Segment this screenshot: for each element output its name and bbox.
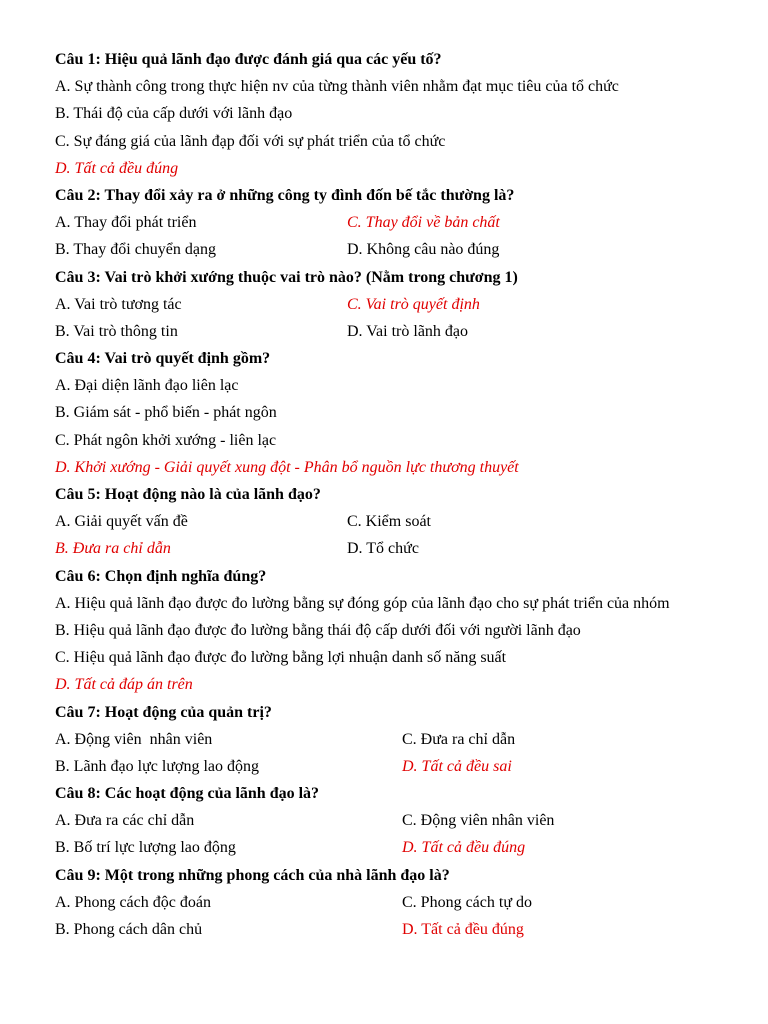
q8-option-a: A. Đưa ra các chỉ dẫn bbox=[55, 812, 195, 830]
q5-row-1 bbox=[0, 508, 768, 535]
q9-option-d-answer: D. Tất cả đều đúng bbox=[402, 921, 524, 938]
q7-option-c: C. Đưa ra chỉ dẫn bbox=[402, 730, 516, 748]
q1-option-d-answer: D. Tất cả đều đúng bbox=[55, 159, 179, 177]
q4-option-a: A. Đại diện lãnh đạo liên lạc bbox=[55, 377, 239, 395]
q7-row-1 bbox=[0, 726, 768, 753]
question-4: Câu 4: Vai trò quyết định gồm? bbox=[55, 350, 271, 368]
q6-option-b: B. Hiệu quả lãnh đạo được đo lường bằng thái độ cấp dưới đối với người lãnh đạo bbox=[55, 621, 581, 639]
question-5: Câu 5: Hoạt động nào là của lãnh đạo? bbox=[55, 486, 321, 503]
question-7: Câu 7: Hoạt động của quản trị? bbox=[55, 703, 272, 721]
q5-option-b-answer: B. Đưa ra chỉ dẫn bbox=[55, 540, 171, 558]
q7-option-b: B. Lãnh đạo lực lượng lao động bbox=[55, 757, 259, 775]
q8-row-2 bbox=[0, 834, 768, 861]
q8-option-d-answer: D. Tất cả đều đúng bbox=[402, 839, 526, 857]
q1-option-b: B. Thái độ của cấp dưới với lãnh đạo bbox=[55, 105, 293, 123]
question-9: Câu 9: Một trong những phong cách của nhà lãnh đạo là? bbox=[55, 866, 450, 884]
q3-option-c-answer: C. Vai trò quyết định bbox=[347, 295, 480, 313]
question-8: Câu 8: Các hoạt động của lãnh đạo là? bbox=[55, 785, 320, 803]
q6-option-c: C. Hiệu quả lãnh đạo được đo lường bằng lợi nhuận danh số năng suất bbox=[55, 649, 507, 667]
question-6: Câu 6: Chọn định nghĩa đúng? bbox=[55, 567, 267, 585]
q2-row-1 bbox=[0, 209, 768, 236]
q3-row-1 bbox=[0, 291, 768, 318]
q7-option-d-answer: D. Tất cả đều sai bbox=[402, 757, 512, 775]
q5-option-a: A. Giải quyết vấn đề bbox=[55, 513, 188, 531]
q4-option-c: C. Phát ngôn khởi xướng - liên lạc bbox=[55, 431, 277, 449]
question-2: Câu 2: Thay đổi xảy ra ở những công ty đình đốn bế tắc thường là? bbox=[55, 186, 515, 204]
q7-option-a: A. Động viên nhân viên bbox=[55, 730, 213, 748]
q5-row-2 bbox=[0, 535, 768, 562]
question-3: Câu 3: Vai trò khởi xướng thuộc vai trò nào? (Nằm trong chương 1) bbox=[55, 268, 518, 286]
q4-option-b: B. Giám sát - phổ biến - phát ngôn bbox=[55, 404, 277, 422]
q2-option-d: D. Không câu nào đúng bbox=[347, 241, 500, 259]
q9-option-b: B. Phong cách dân chủ bbox=[55, 921, 203, 938]
q5-option-d: D. Tổ chức bbox=[347, 540, 419, 558]
q6-option-d-answer: D. Tất cả đáp án trên bbox=[55, 676, 193, 694]
q2-option-c-answer: C. Thay đổi về bản chất bbox=[347, 214, 500, 232]
q9-row-2 bbox=[0, 916, 768, 943]
q8-option-b: B. Bố trí lực lượng lao động bbox=[55, 839, 236, 857]
q9-option-a: A. Phong cách độc đoán bbox=[55, 893, 211, 911]
q2-option-b: B. Thay đổi chuyển dạng bbox=[55, 241, 217, 259]
q6-option-a: A. Hiệu quả lãnh đạo được đo lường bằng sự đóng góp của lãnh đạo cho sự phát triển của nhóm bbox=[55, 594, 670, 612]
q4-option-d-answer: D. Khởi xướng - Giải quyết xung đột - Phân bổ nguồn lực thương thuyết bbox=[55, 458, 519, 476]
q2-row-2 bbox=[0, 236, 768, 263]
q3-option-d: D. Vai trò lãnh đạo bbox=[347, 322, 469, 340]
q5-option-c: C. Kiểm soát bbox=[347, 513, 431, 531]
q3-option-a: A. Vai trò tương tác bbox=[55, 295, 182, 313]
q1-option-c: C. Sự đáng giá của lãnh đạp đối với sự phát triển của tổ chức bbox=[55, 132, 446, 150]
q8-row-1 bbox=[0, 807, 768, 834]
q3-row-2 bbox=[0, 318, 768, 345]
question-1: Câu 1: Hiệu quả lãnh đạo được đánh giá qua các yếu tố? bbox=[55, 51, 442, 68]
q1-option-a: A. Sự thành công trong thực hiện nv của từng thành viên nhằm đạt mục tiêu của tổ chức bbox=[55, 78, 619, 96]
q9-row-1 bbox=[0, 889, 768, 916]
q3-option-b: B. Vai trò thông tin bbox=[55, 322, 178, 340]
q8-option-c: C. Động viên nhân viên bbox=[402, 812, 555, 830]
q9-option-c: C. Phong cách tự do bbox=[402, 893, 532, 911]
q2-option-a: A. Thay đổi phát triển bbox=[55, 214, 197, 232]
q7-row-2 bbox=[0, 753, 768, 780]
